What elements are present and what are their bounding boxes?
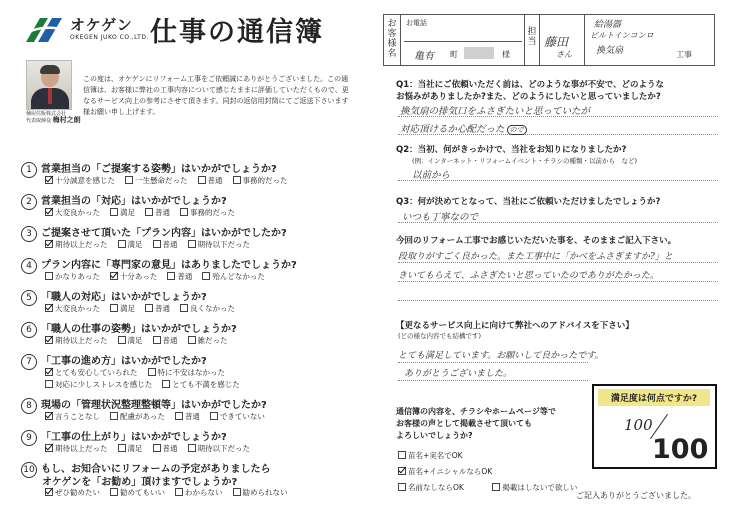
question-text: もし、お知合いにリフォームの予定がありましたら bbox=[41, 464, 271, 475]
q5-text: 【更なるサービス向上に向けて弊社へのアドバイスを下さい】 bbox=[396, 321, 634, 331]
answer-q5-line2: ありがとうございました。 bbox=[404, 369, 513, 379]
brand-name: オケゲン bbox=[70, 16, 133, 34]
option-checkbox[interactable]: 一生懸命だった bbox=[125, 175, 188, 186]
option-checkbox[interactable]: 満足 bbox=[118, 443, 143, 454]
option-checkbox[interactable]: とても安心していられた bbox=[45, 367, 138, 378]
president-photo bbox=[26, 60, 72, 110]
checkbox-icon bbox=[210, 412, 218, 420]
work-item-2: ビルトインコンロ bbox=[590, 31, 654, 40]
work-label: 工事 bbox=[676, 50, 692, 59]
options-row bbox=[45, 379, 250, 390]
checkbox-icon bbox=[125, 176, 133, 184]
option-checkbox[interactable]: 対応に少しストレスを感じた bbox=[45, 379, 152, 390]
options-row bbox=[45, 443, 260, 454]
option-checkbox[interactable]: 期待以上だった bbox=[45, 239, 108, 250]
checkbox-icon bbox=[145, 304, 153, 312]
option-checkbox[interactable]: 勧められない bbox=[233, 487, 288, 498]
options-row bbox=[45, 239, 260, 250]
option-checkbox[interactable]: 満足 bbox=[118, 239, 143, 250]
question-number: 9 bbox=[21, 430, 37, 446]
option-checkbox[interactable]: 期待以上だった bbox=[45, 443, 108, 454]
work-item-1: 給湯器 bbox=[594, 20, 622, 30]
option-checkbox[interactable]: 普通 bbox=[153, 443, 178, 454]
options-row bbox=[45, 335, 238, 346]
question-number: 8 bbox=[21, 398, 37, 414]
option-checkbox[interactable]: 雑だった bbox=[188, 335, 228, 346]
option-checkbox[interactable]: 大変良かった bbox=[45, 207, 100, 218]
satisfaction-score-box bbox=[592, 384, 717, 469]
checkbox-icon bbox=[202, 272, 210, 280]
redaction-block bbox=[464, 47, 494, 59]
option-checkbox[interactable]: わからない bbox=[175, 487, 223, 498]
option-checkbox[interactable]: 普通 bbox=[198, 175, 223, 186]
checkbox-icon bbox=[145, 208, 153, 216]
question-text: 「工事の進め方」はいかがでしたか? bbox=[41, 356, 207, 367]
question-number: 10 bbox=[21, 462, 37, 478]
option-checkbox[interactable]: 普通 bbox=[153, 335, 178, 346]
question-number: 3 bbox=[21, 226, 37, 242]
checkbox-icon bbox=[167, 272, 175, 280]
options-row bbox=[45, 367, 235, 378]
checkbox-icon bbox=[118, 336, 126, 344]
checkbox-icon bbox=[188, 240, 196, 248]
checkbox-icon bbox=[398, 483, 406, 491]
president-company: 桶屋住販株式会社 bbox=[26, 111, 67, 117]
option-checkbox[interactable]: 期待以下だった bbox=[188, 239, 251, 250]
checkbox-icon bbox=[45, 208, 53, 216]
checkbox-icon bbox=[110, 208, 118, 216]
work-item-3: 換気扇 bbox=[596, 46, 624, 56]
checkbox-icon bbox=[45, 412, 53, 420]
question-text: ご提案させて頂いた「プラン内容」はいかがでしたか? bbox=[41, 228, 287, 239]
option-checkbox[interactable]: 普通 bbox=[167, 271, 192, 282]
customer-name-label: お客様名 bbox=[387, 19, 397, 59]
handwritten-score: 100 bbox=[624, 416, 653, 434]
checkbox-icon bbox=[153, 336, 161, 344]
option-checkbox[interactable]: 満足 bbox=[110, 303, 135, 314]
answer-q1-line1: 換気扇の排気口をふさぎたいと思っていたが bbox=[400, 106, 591, 117]
president-caption bbox=[26, 111, 81, 124]
checkbox-icon bbox=[175, 488, 183, 496]
question-number: 7 bbox=[21, 354, 37, 370]
publish-option[interactable]: 苗名+イニシャルならOK bbox=[398, 464, 492, 480]
q6-line1: 通信簿の内容を、チラシやホームページ等で bbox=[396, 407, 556, 416]
publish-option[interactable]: 苗名+実名でOK bbox=[398, 448, 480, 464]
checkbox-icon bbox=[110, 412, 118, 420]
publish-option[interactable]: 名前なしならOK bbox=[398, 480, 480, 496]
q4-text: 今回のリフォーム工事でお感じいただいた事を、そのままご記入下さい。 bbox=[396, 236, 677, 246]
intro-text: この度は、オケゲンにリフォーム工事をご依頼誠にありがとうございました。この通信簿は、お客様に弊社の工事内容について感じたままに評価していただくもので、更なるサービス向上の参考にさせて頂きます。同封の返信用封筒にてご返送下さいます様お願い申し上げます。 bbox=[83, 75, 349, 116]
honorific: 様 bbox=[502, 50, 510, 59]
phone-label: お電話 bbox=[406, 19, 427, 27]
checkbox-icon bbox=[153, 444, 161, 452]
checkbox-icon bbox=[118, 240, 126, 248]
answer-q1-note: ので bbox=[507, 125, 527, 135]
option-checkbox[interactable]: 期待以下だった bbox=[188, 443, 251, 454]
answer-q2: 以前から bbox=[412, 170, 451, 181]
answer-q4-line2: きいてもらえて、ふさぎたいと思っていたのでありがたかった。 bbox=[398, 271, 659, 281]
question-text: 「職人の仕事の姿勢」はいかがでしょうか? bbox=[41, 324, 237, 335]
checkbox-icon bbox=[188, 336, 196, 344]
address-1: 亀有 bbox=[414, 51, 434, 62]
question-number: 6 bbox=[21, 322, 37, 338]
q3-text: Q3：何が決めてとなって、当社にご依頼いただけましたでしょうか? bbox=[396, 197, 661, 207]
question-text: 「職人の対応」はいかがでしょうか? bbox=[41, 292, 207, 303]
option-checkbox[interactable]: とても不満を感じた bbox=[162, 379, 240, 390]
checkbox-icon bbox=[45, 176, 53, 184]
option-checkbox[interactable]: 特に不安はなかった bbox=[148, 367, 226, 378]
staff-honorific: さん bbox=[556, 50, 572, 59]
option-checkbox[interactable]: 言うことなし bbox=[45, 411, 100, 422]
q2-text: Q2：当初、何がきっかけで、当社をお知りになりましたか? bbox=[396, 145, 627, 155]
publish-options bbox=[398, 448, 588, 496]
option-checkbox[interactable]: 良くなかった bbox=[180, 303, 235, 314]
checkbox-icon bbox=[148, 368, 156, 376]
option-checkbox[interactable]: 普通 bbox=[145, 303, 170, 314]
options-row bbox=[45, 487, 298, 498]
checkbox-icon bbox=[153, 240, 161, 248]
checkbox-icon bbox=[180, 208, 188, 216]
q2-sub: (例：インターネット・リフォームイベント・チラシの種類・以前から など) bbox=[412, 157, 638, 165]
answer-q3: いつも丁寧なので bbox=[402, 212, 479, 223]
checkbox-icon bbox=[492, 483, 500, 491]
options-row bbox=[45, 207, 245, 218]
options-row bbox=[45, 175, 298, 186]
checkbox-icon bbox=[233, 488, 241, 496]
staff-name: 藤田 bbox=[544, 35, 569, 49]
checkbox-icon bbox=[45, 240, 53, 248]
checkbox-icon bbox=[198, 176, 206, 184]
checkbox-icon bbox=[45, 272, 53, 280]
question-text: 現場の「管理状況整理整頓等」はいかがでしたか? bbox=[41, 400, 267, 411]
options-row bbox=[45, 411, 275, 422]
brand-subtitle: OKEGEN JUKO CO.,LTD. bbox=[70, 34, 149, 41]
checkbox-icon bbox=[162, 380, 170, 388]
option-checkbox[interactable]: 十分あった bbox=[110, 271, 157, 282]
score-title: 満足度は何点ですか? bbox=[598, 389, 710, 406]
q1-line1: Q1：当社にご依頼いただく前は、どのような事が不安で、どのような bbox=[396, 80, 664, 90]
option-checkbox[interactable]: 十分誠意を感じた bbox=[45, 175, 115, 186]
score-value: 100 bbox=[652, 434, 709, 465]
q6-line2: お客様の声として掲載させて頂いても bbox=[396, 419, 532, 428]
staff-label: 担当 bbox=[527, 27, 537, 47]
question-text-line2: オケゲンを「お勧め」頂けますでしょうか? bbox=[42, 477, 238, 488]
option-checkbox[interactable]: 満足 bbox=[110, 207, 135, 218]
option-checkbox[interactable]: 普通 bbox=[175, 411, 200, 422]
option-checkbox[interactable]: かなりあった bbox=[45, 271, 100, 282]
checkbox-icon bbox=[45, 488, 53, 496]
question-number: 1 bbox=[21, 162, 37, 178]
q6-line3: よろしいでしょうか? bbox=[396, 431, 473, 440]
checkbox-icon bbox=[45, 444, 53, 452]
checkbox-icon bbox=[398, 451, 406, 459]
publish-option[interactable]: 掲載はしないで欲しい bbox=[492, 480, 577, 496]
checkbox-icon bbox=[110, 272, 118, 280]
option-checkbox[interactable]: ぜひ勧めたい bbox=[45, 487, 100, 498]
checkbox-icon bbox=[45, 368, 53, 376]
option-checkbox[interactable]: 殆んどなかった bbox=[202, 271, 265, 282]
checkbox-icon bbox=[118, 444, 126, 452]
option-checkbox[interactable]: 期待以上だった bbox=[45, 335, 108, 346]
question-number: 2 bbox=[21, 194, 37, 210]
checkbox-icon bbox=[188, 444, 196, 452]
option-checkbox[interactable]: できていない bbox=[210, 411, 265, 422]
checkbox-icon bbox=[110, 488, 118, 496]
president-role: 代表取締役 bbox=[26, 118, 52, 124]
address-2: 町 bbox=[450, 50, 458, 59]
option-checkbox[interactable]: 普通 bbox=[153, 239, 178, 250]
checkbox-icon bbox=[233, 176, 241, 184]
answer-q1-line2 bbox=[400, 121, 527, 135]
option-checkbox[interactable]: 配慮があった bbox=[110, 411, 165, 422]
option-checkbox[interactable]: 事務的だった bbox=[233, 175, 288, 186]
question-text: 営業担当の「対応」はいかがでしょうか? bbox=[41, 196, 227, 207]
checkbox-icon bbox=[180, 304, 188, 312]
answer-q1-text: 対応頂けるか心配だった bbox=[400, 124, 505, 135]
answer-q4-line1: 段取りがすごく良かった。また工事中に「かべをふさぎますか?」と bbox=[398, 252, 673, 262]
customer-info-box bbox=[383, 14, 715, 66]
answer-q5-line1: とても満足しています。お願いして良かったです。 bbox=[398, 351, 604, 361]
option-checkbox[interactable]: 満足 bbox=[118, 335, 143, 346]
options-row bbox=[45, 271, 275, 282]
question-text: プラン内容に「専門家の意見」はありましたでしょうか? bbox=[41, 260, 297, 271]
question-text: 営業担当の「ご提案する姿勢」はいかがでしょうか? bbox=[41, 164, 277, 175]
option-checkbox[interactable]: 事務的だった bbox=[180, 207, 235, 218]
checkbox-icon bbox=[110, 304, 118, 312]
checkbox-icon bbox=[175, 412, 183, 420]
checkbox-icon bbox=[45, 304, 53, 312]
question-text: 「工事の仕上がり」はいかがでしょうか? bbox=[41, 432, 227, 443]
q5-sub: (どの様な内容でも結構です) bbox=[398, 332, 482, 340]
president-name: 梅村之朗 bbox=[52, 116, 81, 124]
option-checkbox[interactable]: 勧めてもいい bbox=[110, 487, 165, 498]
question-number: 5 bbox=[21, 290, 37, 306]
option-checkbox[interactable]: 大変良かった bbox=[45, 303, 100, 314]
option-checkbox[interactable]: 普通 bbox=[145, 207, 170, 218]
thanks-text: ご記入ありがとうございました。 bbox=[576, 491, 696, 500]
q1-line2: お悩みがありましたか?また、どのようにしたいと思っていましたか? bbox=[396, 92, 661, 102]
checkbox-icon bbox=[398, 467, 406, 475]
checkbox-icon bbox=[45, 380, 53, 388]
company-logo-icon bbox=[22, 14, 68, 46]
checkbox-icon bbox=[45, 336, 53, 344]
page-title: 仕事の通信簿 bbox=[150, 17, 324, 48]
question-number: 4 bbox=[21, 258, 37, 274]
options-row bbox=[45, 303, 245, 314]
